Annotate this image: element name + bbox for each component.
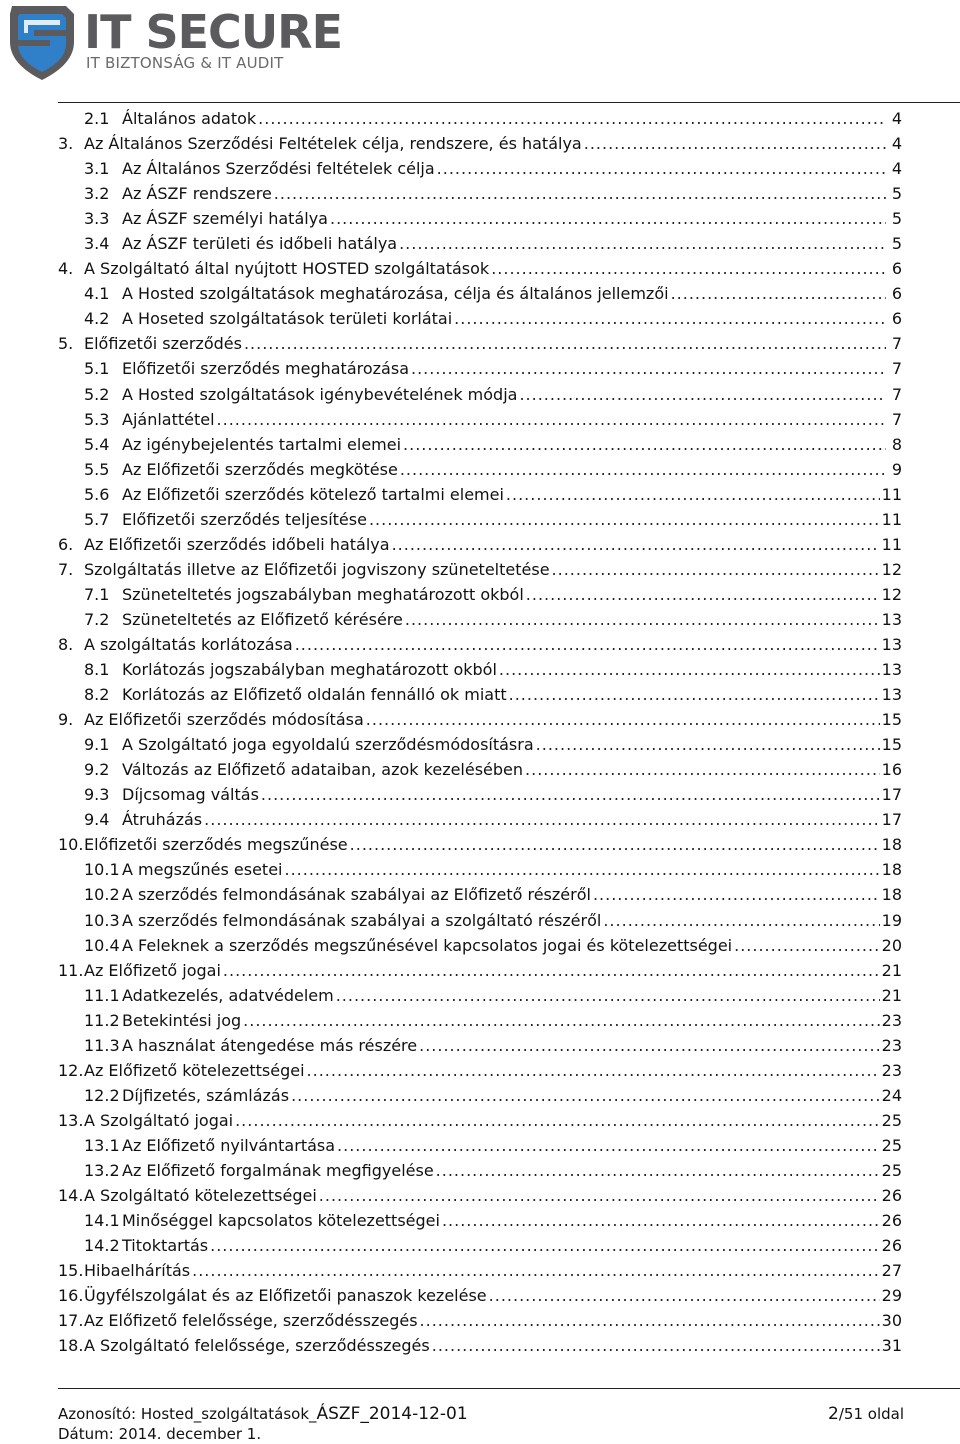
toc-entry-number: 13.1 xyxy=(84,1135,120,1155)
toc-entry-title: Díjfizetés, számlázás xyxy=(122,1085,290,1105)
toc-dot-leader xyxy=(261,785,880,804)
toc-entry-number: 11.3 xyxy=(84,1035,120,1055)
toc-entry[interactable] xyxy=(58,1333,902,1358)
toc-entry-number: 7. xyxy=(58,559,74,579)
toc-dot-leader xyxy=(405,610,880,629)
toc-entry[interactable] xyxy=(58,131,902,156)
toc-entry-number: 5.5 xyxy=(84,459,110,479)
toc-entry-page: 9 xyxy=(891,459,902,479)
toc-dot-leader xyxy=(192,1261,880,1280)
toc-entry-title: Hibaelhárítás xyxy=(84,1261,191,1281)
toc-entry[interactable] xyxy=(58,1083,902,1108)
toc-entry[interactable] xyxy=(58,782,902,807)
toc-entry-number: 13. xyxy=(58,1110,84,1130)
toc-entry-title: Az ÁSZF rendszere xyxy=(122,184,272,204)
toc-entry-title: Az Előfizető kötelezettségei xyxy=(84,1060,305,1080)
toc-dot-leader xyxy=(284,860,879,879)
toc-entry[interactable] xyxy=(58,1258,902,1283)
toc-entry-title: Az Előfizető nyilvántartása xyxy=(122,1135,336,1155)
toc-entry-number: 4.2 xyxy=(84,309,110,329)
toc-entry[interactable] xyxy=(58,457,902,482)
toc-dot-leader xyxy=(584,134,886,153)
toc-entry-number: 3.3 xyxy=(84,209,110,229)
toc-dot-leader xyxy=(319,1186,880,1205)
toc-entry-number: 14. xyxy=(58,1186,84,1206)
toc-entry-number: 4. xyxy=(58,259,74,279)
toc-entry-number: 7.1 xyxy=(84,584,110,604)
toc-entry[interactable] xyxy=(58,231,902,256)
toc-entry[interactable] xyxy=(58,482,902,507)
toc-entry[interactable] xyxy=(58,1183,902,1208)
toc-entry-page: 6 xyxy=(891,309,902,329)
toc-entry-page: 23 xyxy=(881,1060,902,1080)
toc-entry[interactable] xyxy=(58,1283,902,1308)
page-header xyxy=(0,0,960,104)
toc-dot-leader xyxy=(506,485,880,504)
toc-entry-number: 12.2 xyxy=(84,1085,120,1105)
toc-entry-number: 5. xyxy=(58,334,74,354)
toc-entry-title: A Hoseted szolgáltatások területi korlátai xyxy=(122,309,453,329)
toc-entry-page: 12 xyxy=(881,559,902,579)
toc-entry-number: 3.2 xyxy=(84,184,110,204)
toc-entry-title: Az Előfizetői szerződés módosítása xyxy=(84,710,364,730)
toc-dot-leader xyxy=(552,560,880,579)
toc-entry[interactable] xyxy=(58,707,902,732)
toc-dot-leader xyxy=(330,209,886,228)
toc-dot-leader xyxy=(392,535,880,554)
toc-entry-number: 8. xyxy=(58,635,74,654)
toc-entry[interactable] xyxy=(58,1233,902,1258)
toc-dot-leader xyxy=(603,911,879,930)
toc-entry-page: 5 xyxy=(891,234,902,254)
toc-entry[interactable] xyxy=(58,1133,902,1158)
toc-entry-number: 5.4 xyxy=(84,434,110,454)
toc-entry-number: 11. xyxy=(58,960,84,980)
toc-entry-page: 29 xyxy=(881,1286,902,1306)
toc-entry[interactable] xyxy=(58,807,902,832)
toc-dot-leader xyxy=(274,184,886,203)
toc-entry-title: A szerződés felmondásának szabályai az Előfizető részéről xyxy=(122,885,591,905)
toc-dot-leader xyxy=(350,835,880,854)
toc-entry-page: 26 xyxy=(881,1211,902,1231)
toc-entry-title: A szolgáltatás korlátozása xyxy=(84,635,293,654)
toc-entry-title: Díjcsomag váltás xyxy=(122,785,259,805)
toc-dot-leader xyxy=(489,1286,880,1305)
toc-entry-title: Az ÁSZF személyi hatálya xyxy=(122,209,328,229)
toc-entry[interactable] xyxy=(58,632,902,657)
toc-entry[interactable] xyxy=(58,1033,902,1058)
toc-entry[interactable] xyxy=(58,281,902,306)
toc-dot-leader xyxy=(442,1211,880,1230)
toc-entry-page: 26 xyxy=(881,1186,902,1206)
toc-entry[interactable] xyxy=(58,557,902,582)
toc-entry-title: A szerződés felmondásának szabályai a szolgáltató részéről xyxy=(122,910,602,930)
toc-entry-title: Korlátozás jogszabályban meghatározott okból xyxy=(122,660,497,680)
toc-entry-number: 10.2 xyxy=(84,885,120,905)
toc-entry[interactable] xyxy=(58,432,902,457)
toc-entry-page: 13 xyxy=(881,685,902,705)
toc-entry-page: 7 xyxy=(891,384,902,404)
toc-entry-title: Az Előfizetői szerződés időbeli hatálya xyxy=(84,534,390,554)
logo-title: IT SECURE xyxy=(84,5,343,59)
toc-entry-number: 4.1 xyxy=(84,284,110,304)
toc-entry-title: Átruházás xyxy=(122,810,203,830)
footer-id-label: Azonosító: Hosted_szolgáltatások_ xyxy=(58,1405,317,1423)
toc-entry-page: 17 xyxy=(881,810,902,830)
toc-entry-number: 5.2 xyxy=(84,384,110,404)
toc-entry-number: 3.1 xyxy=(84,159,110,179)
toc-dot-leader xyxy=(432,1336,880,1355)
toc-entry[interactable] xyxy=(58,958,902,983)
toc-entry[interactable] xyxy=(58,857,902,882)
toc-entry-title: Az igénybejelentés tartalmi elemei xyxy=(122,434,402,454)
toc-entry[interactable] xyxy=(58,181,902,206)
toc-entry[interactable] xyxy=(58,682,902,707)
toc-entry-number: 9.4 xyxy=(84,810,110,830)
toc-entry-page: 18 xyxy=(881,860,902,880)
toc-entry-title: Szüneteltetés jogszabályban meghatározott okból xyxy=(122,584,524,604)
toc-entry-number: 14.1 xyxy=(84,1211,120,1231)
toc-entry[interactable] xyxy=(58,382,902,407)
toc-entry-title: Változás az Előfizető adataiban, azok kezelésében xyxy=(122,760,524,780)
toc-entry[interactable] xyxy=(58,1158,902,1183)
toc-dot-leader xyxy=(258,109,886,128)
toc-entry-page: 11 xyxy=(881,509,902,529)
toc-entry-number: 13.2 xyxy=(84,1160,120,1180)
toc-entry-page: 8 xyxy=(891,434,902,454)
toc-entry-page: 25 xyxy=(881,1160,902,1180)
toc-entry-number: 5.7 xyxy=(84,509,110,529)
toc-dot-leader xyxy=(223,961,880,980)
toc-entry-title: Az Előfizetői szerződés kötelező tartalmi elemei xyxy=(122,484,504,504)
toc-entry[interactable] xyxy=(58,983,902,1008)
toc-entry-page: 15 xyxy=(881,735,902,755)
toc-entry-number: 9.3 xyxy=(84,785,110,805)
header-divider xyxy=(58,102,960,103)
toc-entry-number: 16. xyxy=(58,1286,84,1306)
toc-entry-title: Szolgáltatás illetve az Előfizetői jogviszony szüneteltetése xyxy=(84,559,550,579)
toc-entry-title: A Szolgáltató felelőssége, szerződésszegés xyxy=(84,1336,430,1356)
toc-entry-number: 5.3 xyxy=(84,409,110,429)
footer-date: Dátum: 2014. december 1. xyxy=(58,1425,262,1443)
toc-entry-number: 5.1 xyxy=(84,359,110,379)
toc-entry[interactable] xyxy=(58,908,902,933)
toc-entry-page: 7 xyxy=(891,359,902,379)
logo-subtitle: IT BIZTONSÁG & IT AUDIT xyxy=(86,54,284,72)
toc-entry-title: Az Általános Szerződési Feltételek célja, rendszere, és hatálya xyxy=(84,134,582,154)
toc-entry-page: 16 xyxy=(881,760,902,780)
footer-divider xyxy=(58,1388,960,1389)
toc-entry-number: 10. xyxy=(58,835,84,855)
toc-entry-title: Betekintési jog xyxy=(122,1010,242,1030)
toc-entry-number: 17. xyxy=(58,1311,84,1331)
toc-entry-page: 19 xyxy=(881,910,902,930)
toc-dot-leader xyxy=(369,510,880,529)
toc-entry[interactable] xyxy=(58,407,902,432)
toc-entry-number: 10.3 xyxy=(84,910,120,930)
toc-dot-leader xyxy=(420,1311,880,1330)
toc-entry-title: Az Előfizető jogai xyxy=(84,960,221,980)
toc-dot-leader xyxy=(366,710,880,729)
toc-dot-leader xyxy=(491,259,886,278)
toc-entry-title: A használat átengedése más részére xyxy=(122,1035,418,1055)
toc-entry-page: 13 xyxy=(881,635,902,654)
toc-entry-page: 17 xyxy=(881,785,902,805)
toc-entry-page: 4 xyxy=(891,159,902,179)
toc-entry-title: A Szolgáltató által nyújtott HOSTED szolgáltatások xyxy=(84,259,490,279)
toc-entry[interactable] xyxy=(58,1308,902,1333)
toc-dot-leader xyxy=(217,410,886,429)
toc-entry-page: 18 xyxy=(881,885,902,905)
toc-entry-page: 4 xyxy=(891,134,902,154)
toc-entry-page: 15 xyxy=(881,710,902,730)
toc-dot-leader xyxy=(291,1086,880,1105)
toc-entry[interactable] xyxy=(58,832,902,857)
toc-entry-number: 10.4 xyxy=(84,935,120,955)
toc-entry-number: 10.1 xyxy=(84,860,120,880)
toc-entry-title: Adatkezelés, adatvédelem xyxy=(122,985,334,1005)
toc-entry-number: 3. xyxy=(58,134,74,154)
toc-entry-number: 9. xyxy=(58,710,74,730)
toc-entry-number: 2.1 xyxy=(84,109,110,129)
toc-dot-leader xyxy=(734,936,880,955)
toc-entry[interactable] xyxy=(58,206,902,231)
toc-entry-title: Előfizetői szerződés teljesítése xyxy=(122,509,367,529)
toc-entry[interactable] xyxy=(58,1008,902,1033)
toc-entry-number: 11.2 xyxy=(84,1010,120,1030)
toc-entry-page: 11 xyxy=(881,534,902,554)
toc-entry[interactable] xyxy=(58,156,902,181)
page-total: /51 oldal xyxy=(838,1405,904,1423)
toc-entry[interactable] xyxy=(58,532,902,557)
toc-entry-title: Az Előfizető felelőssége, szerződésszegés xyxy=(84,1311,418,1331)
toc-entry-title: Az Előfizetői szerződés megkötése xyxy=(122,459,398,479)
toc-entry-title: Minőséggel kapcsolatos kötelezettségei xyxy=(122,1211,440,1231)
toc-entry-number: 9.2 xyxy=(84,760,110,780)
toc-entry-page: 6 xyxy=(891,259,902,279)
toc-entry[interactable] xyxy=(58,757,902,782)
toc-entry-title: Szüneteltetés az Előfizető kérésére xyxy=(122,609,403,629)
toc-entry[interactable] xyxy=(58,582,902,607)
toc-entry-page: 21 xyxy=(881,985,902,1005)
toc-entry-page: 18 xyxy=(881,835,902,855)
toc-entry-title: Titoktartás xyxy=(122,1236,209,1256)
toc-entry-number: 12. xyxy=(58,1060,84,1080)
toc-entry-page: 7 xyxy=(891,334,902,354)
toc-entry-page: 21 xyxy=(881,960,902,980)
toc-entry-number: 8.1 xyxy=(84,660,110,680)
shield-logo-icon xyxy=(4,2,80,82)
toc-dot-leader xyxy=(336,986,880,1005)
toc-entry-page: 25 xyxy=(881,1135,902,1155)
toc-entry-page: 4 xyxy=(891,109,902,129)
toc-entry-page: 13 xyxy=(881,609,902,629)
toc-entry-page: 13 xyxy=(881,660,902,680)
toc-entry-title: A Feleknek a szerződés megszűnésével kapcsolatos jogai és kötelezettségei xyxy=(122,935,733,955)
toc-entry-page: 26 xyxy=(881,1236,902,1256)
toc-entry-number: 5.6 xyxy=(84,484,110,504)
toc-dot-leader xyxy=(593,885,880,904)
toc-dot-leader xyxy=(243,1011,879,1030)
toc-entry-page: 6 xyxy=(891,284,902,304)
toc-dot-leader xyxy=(403,435,886,454)
toc-entry-number: 11.1 xyxy=(84,985,120,1005)
toc-entry-number: 3.4 xyxy=(84,234,110,254)
toc-entry-page: 25 xyxy=(881,1110,902,1130)
toc-entry-title: A Szolgáltató jogai xyxy=(84,1110,234,1130)
toc-entry[interactable] xyxy=(58,356,902,381)
toc-dot-leader xyxy=(307,1061,880,1080)
toc-entry-page: 12 xyxy=(881,584,902,604)
toc-entry-number: 14.2 xyxy=(84,1236,120,1256)
toc-dot-leader xyxy=(499,660,880,679)
toc-dot-leader xyxy=(204,810,880,829)
toc-entry[interactable] xyxy=(58,507,902,532)
toc-dot-leader xyxy=(411,359,886,378)
toc-entry-title: A Hosted szolgáltatások igénybevételének módja xyxy=(122,384,518,404)
toc-entry[interactable] xyxy=(58,106,902,131)
toc-dot-leader xyxy=(437,159,886,178)
toc-dot-leader xyxy=(419,1036,880,1055)
toc-dot-leader xyxy=(526,585,880,604)
toc-entry-title: A megszűnés esetei xyxy=(122,860,283,880)
toc-entry[interactable] xyxy=(58,607,902,632)
toc-entry-number: 8.2 xyxy=(84,685,110,705)
toc-entry-page: 20 xyxy=(881,935,902,955)
toc-dot-leader xyxy=(454,309,886,328)
toc-entry-page: 27 xyxy=(881,1261,902,1281)
toc-entry-number: 7.2 xyxy=(84,609,110,629)
toc-entry-page: 30 xyxy=(881,1311,902,1331)
toc-entry-page: 24 xyxy=(881,1085,902,1105)
toc-entry-page: 31 xyxy=(881,1336,902,1356)
page-current: 2 xyxy=(828,1404,839,1424)
toc-entry[interactable] xyxy=(58,1058,902,1083)
toc-entry-title: Előfizetői szerződés megszűnése xyxy=(84,835,348,855)
toc-dot-leader xyxy=(671,284,886,303)
toc-entry-page: 7 xyxy=(891,409,902,429)
toc-entry-title: Az Általános Szerződési feltételek célja xyxy=(122,159,435,179)
toc-entry-title: Korlátozás az Előfizető oldalán fennálló ok miatt xyxy=(122,685,507,705)
footer-identifier xyxy=(58,1404,468,1444)
toc-entry[interactable] xyxy=(58,331,902,356)
toc-entry-title: Az Előfizető forgalmának megfigyelése xyxy=(122,1160,434,1180)
footer-page-number xyxy=(828,1404,904,1424)
footer-id-value: ÁSZF_2014-12-01 xyxy=(316,1404,468,1424)
toc-entry-title: Az ÁSZF területi és időbeli hatálya xyxy=(122,234,398,254)
toc-entry-number: 15. xyxy=(58,1261,84,1281)
toc-entry-title: Előfizetői szerződés meghatározása xyxy=(122,359,409,379)
toc-dot-leader xyxy=(399,234,886,253)
toc-dot-leader xyxy=(525,760,880,779)
toc-dot-leader xyxy=(295,635,880,654)
toc-entry[interactable] xyxy=(58,1208,902,1233)
toc-dot-leader xyxy=(509,685,880,704)
toc-entry-title: A Hosted szolgáltatások meghatározása, célja és általános jellemzői xyxy=(122,284,669,304)
toc-entry-page: 5 xyxy=(891,184,902,204)
toc-dot-leader xyxy=(436,1161,880,1180)
toc-dot-leader xyxy=(337,1136,880,1155)
toc-dot-leader xyxy=(235,1111,880,1130)
company-logo xyxy=(4,2,343,82)
toc-entry[interactable] xyxy=(58,1108,902,1133)
toc-entry-page: 5 xyxy=(891,209,902,229)
toc-entry-title: A Szolgáltató kötelezettségei xyxy=(84,1186,317,1206)
toc-entry-number: 18. xyxy=(58,1336,84,1356)
toc-entry-page: 11 xyxy=(881,484,902,504)
toc-entry-page: 23 xyxy=(881,1035,902,1055)
toc-dot-leader xyxy=(519,385,886,404)
toc-dot-leader xyxy=(210,1236,880,1255)
table-of-contents xyxy=(58,106,902,1358)
toc-entry-title: Előfizetői szerződés xyxy=(84,334,242,354)
toc-entry-title: A Szolgáltató joga egyoldalú szerződésmódosításra xyxy=(122,735,534,755)
toc-entry[interactable] xyxy=(58,657,902,682)
toc-entry-title: Általános adatok xyxy=(122,109,257,129)
toc-entry-number: 9.1 xyxy=(84,735,110,755)
toc-entry[interactable] xyxy=(58,306,902,331)
toc-entry[interactable] xyxy=(58,256,902,281)
toc-dot-leader xyxy=(400,460,886,479)
toc-entry-number: 6. xyxy=(58,534,74,554)
toc-dot-leader xyxy=(244,334,886,353)
toc-entry[interactable] xyxy=(58,882,902,907)
toc-entry-title: Ügyfélszolgálat és az Előfizetői panaszok kezelése xyxy=(84,1286,487,1306)
toc-entry-title: Ajánlattétel xyxy=(122,409,215,429)
toc-entry-page: 23 xyxy=(881,1010,902,1030)
toc-entry[interactable] xyxy=(58,933,902,958)
toc-dot-leader xyxy=(536,735,880,754)
toc-entry[interactable] xyxy=(58,732,902,757)
